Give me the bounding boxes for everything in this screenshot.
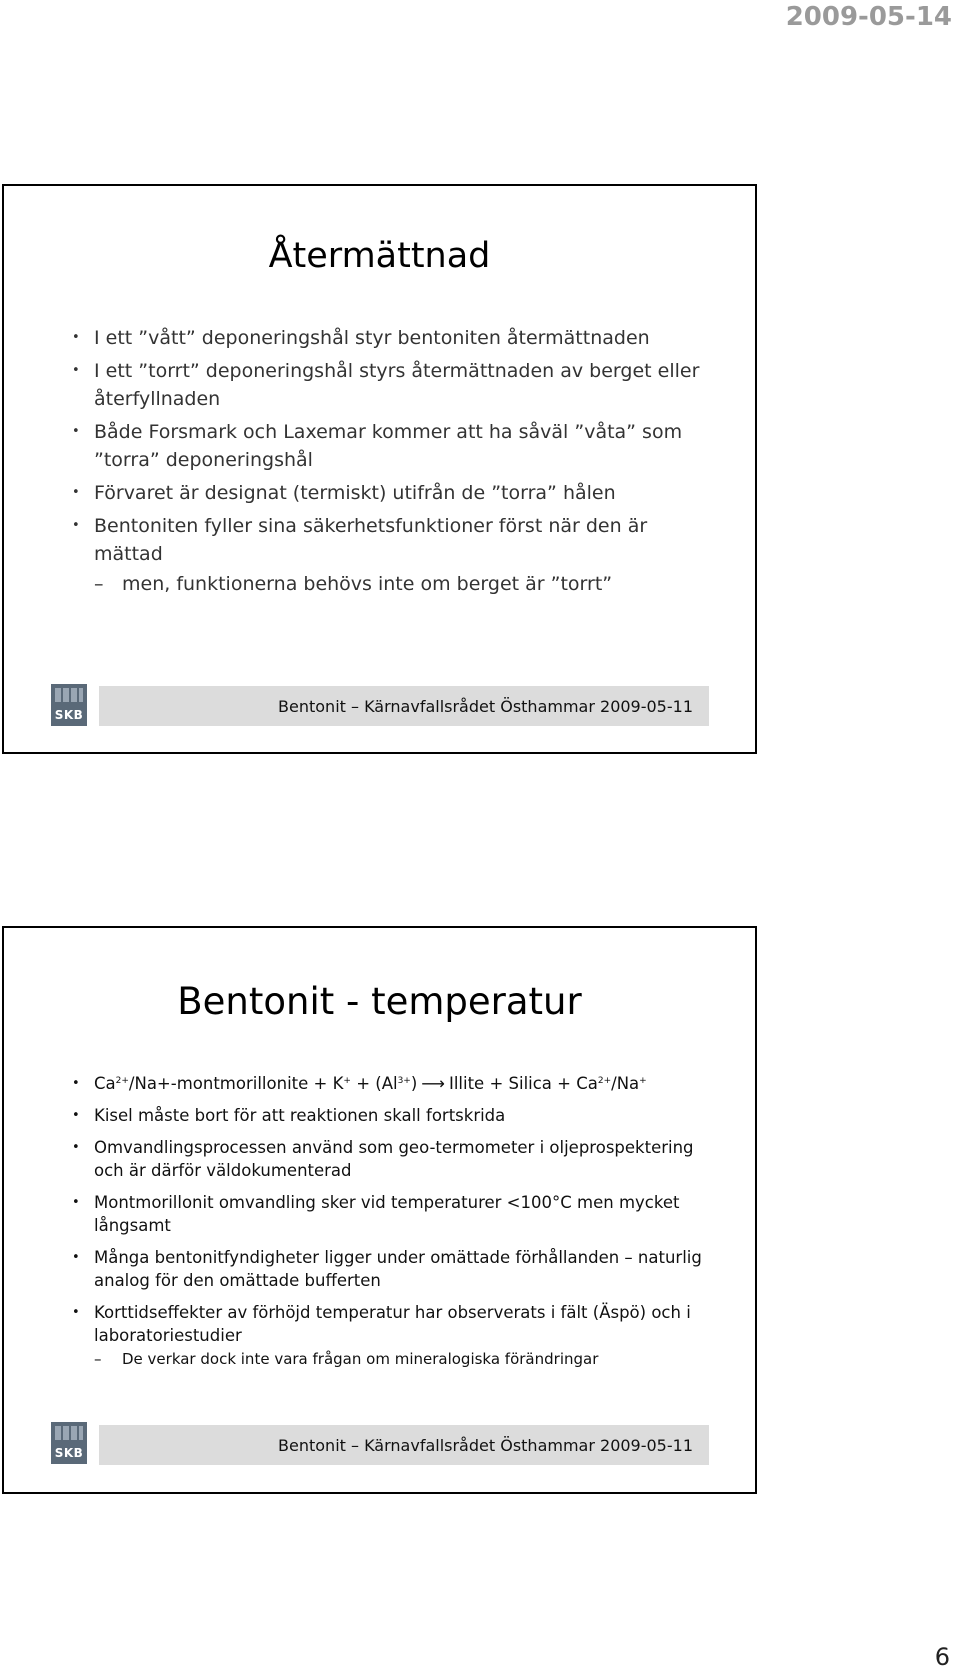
bullet-item: • Många bentonitfyndigheter ligger under omättade förhållanden – naturlig analog för den omättade bufferten — [72, 1246, 727, 1292]
reaction-text: + (Al — [350, 1074, 398, 1093]
charge-superscript: + — [639, 1076, 647, 1086]
page-number: 6 — [934, 1643, 950, 1671]
slide-bentonit-temperatur — [2, 926, 757, 1494]
bullet-item: • Förvaret är designat (termiskt) utifrån de ”torra” hålen — [72, 479, 712, 507]
bullet-item: • I ett ”vått” deponeringshål styr bentoniten återmättnaden — [72, 324, 712, 352]
dash-marker: – — [94, 573, 104, 595]
sub-bullet-item — [72, 1348, 727, 1371]
page-date: 2009-05-14 — [785, 2, 952, 32]
bullet-item: • Omvandlingsprocessen använd som geo-termometer i oljeprospektering och är därför väldokumenterad — [72, 1136, 727, 1182]
sub-bullet-text: men, funktionerna behövs inte om berget är ”torrt” — [122, 573, 613, 595]
skb-logo: SKB — [51, 684, 87, 726]
charge-superscript: 3+ — [397, 1076, 411, 1086]
bullet-item: • Kisel måste bort för att reaktionen skall fortskrida — [72, 1104, 727, 1127]
bullet-list — [72, 324, 712, 598]
reaction-text: /Na+-montmorillonite + K — [128, 1074, 344, 1093]
bullet-list — [72, 1072, 727, 1371]
reaction-text: ) — [410, 1074, 418, 1093]
dash-marker: – — [94, 1350, 102, 1368]
charge-superscript: + — [343, 1076, 351, 1086]
slide-footer: Bentonit – Kärnavfallsrådet Östhammar 2009-05-11 — [99, 686, 709, 726]
bullet-item: • Korttidseffekter av förhöjd temperatur har observerats i fält (Äspö) och i laboratoriestudier — [72, 1301, 727, 1347]
bullet-item: • I ett ”torrt” deponeringshål styrs återmättnaden av berget eller återfyllnaden — [72, 357, 712, 413]
reaction-text: Ca — [94, 1074, 116, 1093]
arrow-icon: ⟶ — [421, 1074, 445, 1093]
reaction-text: /Na — [611, 1074, 640, 1093]
skb-logo: SKB — [51, 1422, 87, 1464]
sub-bullet-text: De verkar dock inte vara frågan om mineralogiska förändringar — [122, 1350, 599, 1368]
slide-footer: Bentonit – Kärnavfallsrådet Östhammar 2009-05-11 — [99, 1425, 709, 1465]
slide-title: Återmättnad — [268, 236, 491, 276]
slide-title: Bentonit - temperatur — [177, 980, 582, 1023]
charge-superscript: 2+ — [115, 1076, 129, 1086]
bullet-item: • Bentoniten fyller sina säkerhetsfunktioner först när den är mättad — [72, 512, 712, 568]
slide-aterattnad — [2, 184, 757, 754]
charge-superscript: 2+ — [597, 1076, 612, 1086]
bullet-item: • Både Forsmark och Laxemar kommer att ha såväl ”våta” som ”torra” deponeringshål — [72, 418, 712, 474]
sub-bullet-item — [72, 570, 712, 598]
bullet-item: • Montmorillonit omvandling sker vid temperaturer <100°C men mycket långsamt — [72, 1191, 727, 1237]
reaction-text: Illite + Silica + Ca — [448, 1074, 598, 1093]
reaction-equation — [72, 1072, 727, 1095]
